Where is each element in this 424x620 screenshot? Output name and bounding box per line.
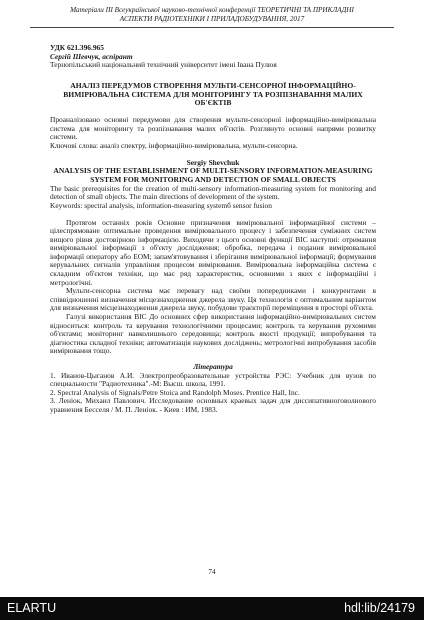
header-line-1: Матеріали ІІІ Всеукраїнської науково-технічної конференції ТЕОРЕТИЧНІ ТА ПРИКЛАДНІ [70,6,354,14]
references-title: Література [193,362,233,372]
abstract-ua: Проаналізовано основні передумови для створення мульти-сенсорної інформаційно-вимірювальна система для моніторингу та розпізнавання малих об'єктів. Розглянуто основні напрями розвитку системи. [50,115,376,142]
conference-header [30,6,394,28]
title-en: ANALYSIS OF THE ESTABLISHMENT OF MULTI-SENSORY INFORMATION-MEASURING SYSTEM FOR MONITORING AND DETECTION OF SMALL OBJECTS [53,166,373,184]
handle-link[interactable]: hdl:lib/24179 [344,601,415,615]
author-en: Sergiy Shevchuk [186,157,240,167]
reference-item: 1. Иванов-Цыганов А.И. Электропреобразовательные устройства РЭС: Учебник для вузов по специальности "Радиотехника".-М: Высш. школа, 1991. [50,370,376,389]
article-body [50,44,376,415]
keywords-ua: Ключові слова: аналіз спектру, інформаційно-вимірювальна, мульти-сенсорна. [50,140,298,150]
body-paragraph: Галузі використання ВІС До основних сфер використання інформаційно-вимірювальних систем відноситься: контроль та керування технологічними процесами; контроль та керування рухомими об'єктами; моніторинг навколишнього середовища; контроль якості продукції; випробування та діагностика складної техніки; автоматизація наукових досліджень; метрологічні випробування засобів вимірювання тощо. [50,312,376,356]
title-ua: АНАЛІЗ ПЕРЕДУМОВ СТВОРЕННЯ МУЛЬТИ-СЕНСОРНОЇ ІНФОРМАЦІЙНО-ВИМІРЮВАЛЬНА СИСТЕМА ДЛЯ МОНІТОРИНГУ ТА РОЗПІЗНАВАННЯ МАЛИХ ОБ'ЄКТІВ [63,80,363,108]
abstract-en: The basic prerequisites for the creation of multi-sensory information-measuring system for monitoring and detection of small objects. The main directions of development of the system. [50,183,376,202]
body-paragraph: Протягом останніх років Основне призначення вимірювальної інформаційної системи – цілеспрямоване оптимальне проведення вимірювального процесу і забезпечення суміжних систем вищого рівня достовірною інформацією. Виходячи з цього основні функції ВІС наступні: отримання вимірювальної інформації з об'єкту дослідження; обробка, передача і подання вимірювальної інформації оператору або ЕОМ; запам'ятовування і зберігання вимірювальної інформації; формування керувальних сигналів управління процесом вимірювання. Вимірювальна інформаційна система є складним об'єктом техніки, що має ряд характеристик, основними з яких є інформаційні і метрологічні. [50,217,376,287]
repository-name: ELARTU [7,601,57,615]
header-line-2: АСПЕКТИ РАДІОТЕХНІКИ І ПРИЛАДОБУДУВАННЯ, 2017 [119,15,305,23]
udc-code: УДК 621.396.965 [50,43,104,52]
reference-item: 2. Spectral Analysis of Signals/Petre Stoica and Randolph Moses. Prentice Hall, Inc. [50,387,300,397]
keywords-en: Keywords: spectral analysis, information-measuring systemб sensor fusion [50,200,272,210]
repository-footer [0,597,424,620]
affiliation: Тернопільський національний технічний університет імені Івана Пулюя [50,60,277,70]
body-paragraph: Мульти-сенсорна система має перевагу над своїми попередниками і конкурентами в співвідношенні визначення місцезнаходження джерела звуку. Ця технологія є оптимальним варіантом для визначення місцезнаходження джерела звуку, побудови траєкторії переміщення в просторі об'єкта. [50,286,376,313]
reference-item: 3. Леніок, Михаил Павлович. Исследование основных краевых задач для диссипативноговолнового уравнения Бесселя / М. П. Леніок. - Киев : ИМ, 1983. [50,396,376,414]
page-number: 74 [208,568,216,576]
author-ua: Сергій Шевчук, аспірант [50,51,133,61]
